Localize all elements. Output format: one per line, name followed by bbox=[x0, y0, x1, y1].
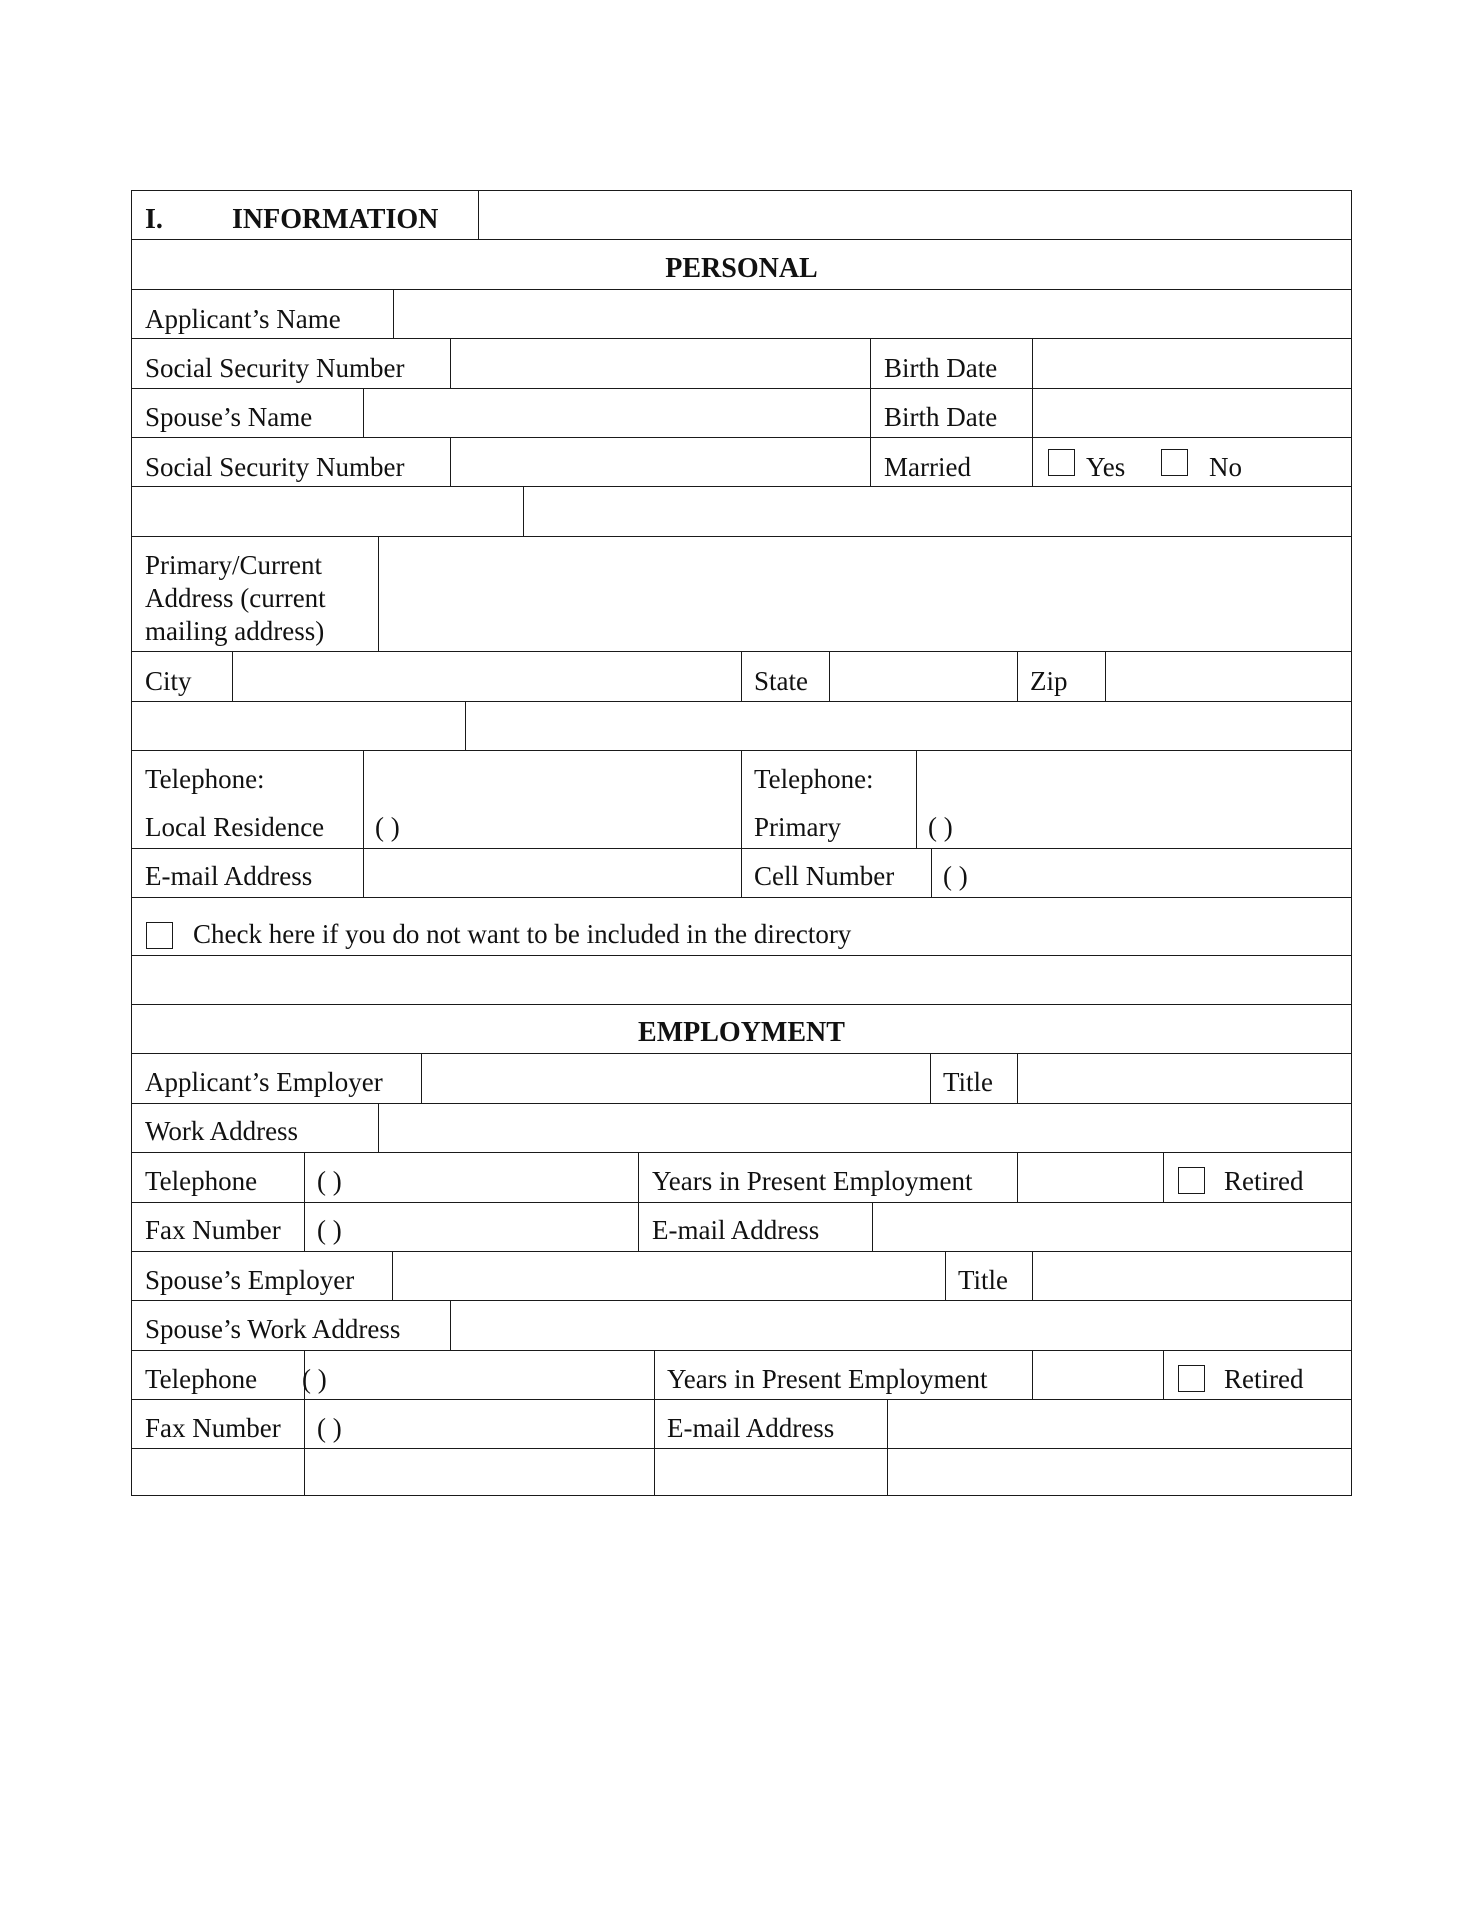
email-label: E-mail Address bbox=[652, 1215, 820, 1245]
applicant-employer-field[interactable] bbox=[423, 1055, 929, 1101]
birth-date-label: Birth Date bbox=[884, 353, 998, 383]
information-form bbox=[131, 190, 1352, 1495]
spouse-employer-field[interactable] bbox=[394, 1253, 944, 1299]
rule bbox=[638, 1152, 639, 1251]
email-label: E-mail Address bbox=[145, 861, 313, 891]
spouse-work-address-field[interactable] bbox=[452, 1302, 1350, 1348]
blank-field[interactable] bbox=[133, 957, 1350, 1003]
rule bbox=[870, 338, 871, 487]
blank-field[interactable] bbox=[525, 488, 1350, 534]
spouse-years-present-field[interactable] bbox=[1034, 1352, 1162, 1398]
married-yes-label: Yes bbox=[1086, 452, 1126, 482]
spouse-work-address-label: Spouse’s Work Address bbox=[145, 1314, 401, 1344]
years-present-label: Years in Present Employment bbox=[652, 1166, 973, 1196]
telephone-area-code[interactable]: ( ) bbox=[317, 1166, 342, 1196]
personal-heading: PERSONAL bbox=[665, 253, 818, 284]
email-field[interactable] bbox=[874, 1204, 1350, 1250]
blank-field[interactable] bbox=[467, 703, 1350, 749]
state-field[interactable] bbox=[831, 653, 1016, 699]
spouse-fax-area-code[interactable]: ( ) bbox=[317, 1413, 342, 1443]
spouse-birth-date-field[interactable] bbox=[1034, 390, 1350, 436]
address-label-line2: Address (current bbox=[145, 583, 326, 613]
title-field[interactable] bbox=[1019, 1055, 1350, 1101]
ssn-label: Social Security Number bbox=[145, 353, 405, 383]
state-label: State bbox=[754, 666, 808, 696]
birth-date-field[interactable] bbox=[1034, 340, 1350, 386]
married-no-checkbox[interactable] bbox=[1161, 449, 1188, 476]
directory-opt-out-label: Check here if you do not want to be included in the directory bbox=[193, 919, 852, 949]
cell-number-label: Cell Number bbox=[754, 861, 895, 891]
spouse-retired-checkbox[interactable] bbox=[1178, 1365, 1205, 1392]
spouse-title-field[interactable] bbox=[1034, 1253, 1350, 1299]
spouse-ssn-field[interactable] bbox=[452, 439, 869, 485]
blank-field[interactable] bbox=[133, 703, 464, 749]
rule bbox=[741, 651, 742, 701]
rule bbox=[931, 848, 932, 897]
address-label-line1: Primary/Current bbox=[145, 550, 322, 580]
section-blank-field[interactable] bbox=[480, 192, 1350, 238]
spouse-birth-date-label: Birth Date bbox=[884, 402, 998, 432]
local-residence-label: Local Residence bbox=[145, 812, 325, 842]
married-label: Married bbox=[884, 452, 971, 482]
primary-area-code[interactable]: ( ) bbox=[928, 812, 953, 842]
rule bbox=[131, 1004, 1352, 1005]
rule bbox=[930, 1053, 931, 1103]
email-field[interactable] bbox=[365, 850, 740, 896]
applicant-employer-label: Applicant’s Employer bbox=[145, 1067, 383, 1097]
rule bbox=[131, 1495, 1352, 1496]
section-number: I. bbox=[145, 204, 163, 235]
telephone-primary-label: Telephone: bbox=[754, 764, 874, 794]
applicant-name-field[interactable] bbox=[395, 291, 1350, 337]
cell-area-code[interactable]: ( ) bbox=[943, 861, 968, 891]
blank-field[interactable] bbox=[133, 1450, 303, 1494]
blank-field[interactable] bbox=[656, 1450, 886, 1494]
rule bbox=[131, 239, 1352, 240]
zip-label: Zip bbox=[1030, 666, 1068, 696]
spouse-telephone-area-code[interactable]: ( ) bbox=[302, 1364, 327, 1394]
retired-label: Retired bbox=[1224, 1166, 1304, 1196]
rule bbox=[1351, 190, 1352, 1496]
zip-field[interactable] bbox=[1107, 653, 1350, 699]
city-label: City bbox=[145, 666, 192, 696]
rule bbox=[131, 190, 132, 1496]
blank-field[interactable] bbox=[133, 488, 522, 534]
title-label: Title bbox=[943, 1067, 994, 1097]
telephone-label: Telephone bbox=[145, 1166, 258, 1196]
fax-number-label: Fax Number bbox=[145, 1215, 281, 1245]
telephone-label: Telephone: bbox=[145, 764, 265, 794]
address-label-line3: mailing address) bbox=[145, 616, 325, 646]
spouse-name-label: Spouse’s Name bbox=[145, 402, 313, 432]
applicant-name-label: Applicant’s Name bbox=[145, 304, 341, 334]
spouse-fax-number-label: Fax Number bbox=[145, 1413, 281, 1443]
spouse-ssn-label: Social Security Number bbox=[145, 452, 405, 482]
rule bbox=[131, 1350, 1352, 1351]
local-residence-area-code[interactable]: ( ) bbox=[375, 812, 400, 842]
spouse-employer-label: Spouse’s Employer bbox=[145, 1265, 355, 1295]
rule bbox=[131, 897, 1352, 898]
retired-checkbox[interactable] bbox=[1178, 1167, 1205, 1194]
years-present-field[interactable] bbox=[1019, 1154, 1162, 1200]
spouse-retired-label: Retired bbox=[1224, 1364, 1304, 1394]
married-no-label: No bbox=[1209, 452, 1242, 482]
rule bbox=[1163, 1350, 1164, 1399]
rule bbox=[131, 1152, 1352, 1153]
spouse-years-present-label: Years in Present Employment bbox=[667, 1364, 988, 1394]
spouse-name-field[interactable] bbox=[365, 390, 869, 436]
rule bbox=[945, 1251, 946, 1300]
city-field[interactable] bbox=[234, 653, 740, 699]
rule bbox=[1017, 651, 1018, 701]
ssn-field[interactable] bbox=[452, 340, 869, 386]
fax-area-code[interactable]: ( ) bbox=[317, 1215, 342, 1245]
rule bbox=[916, 750, 917, 848]
rule bbox=[741, 750, 742, 897]
address-field[interactable] bbox=[380, 538, 1350, 650]
spouse-email-field[interactable] bbox=[889, 1401, 1350, 1447]
spouse-email-label: E-mail Address bbox=[667, 1413, 835, 1443]
work-address-label: Work Address bbox=[145, 1116, 299, 1146]
spouse-telephone-label: Telephone bbox=[145, 1364, 258, 1394]
spouse-title-label: Title bbox=[958, 1265, 1009, 1295]
work-address-field[interactable] bbox=[380, 1105, 1350, 1151]
section-title: INFORMATION bbox=[232, 204, 439, 235]
directory-checkbox[interactable] bbox=[146, 922, 173, 949]
married-yes-checkbox[interactable] bbox=[1048, 449, 1075, 476]
primary-label: Primary bbox=[754, 812, 841, 842]
employment-heading: EMPLOYMENT bbox=[638, 1017, 845, 1048]
rule bbox=[304, 1152, 305, 1251]
blank-field[interactable] bbox=[306, 1450, 653, 1494]
blank-field[interactable] bbox=[889, 1450, 1350, 1494]
rule bbox=[1163, 1152, 1164, 1202]
